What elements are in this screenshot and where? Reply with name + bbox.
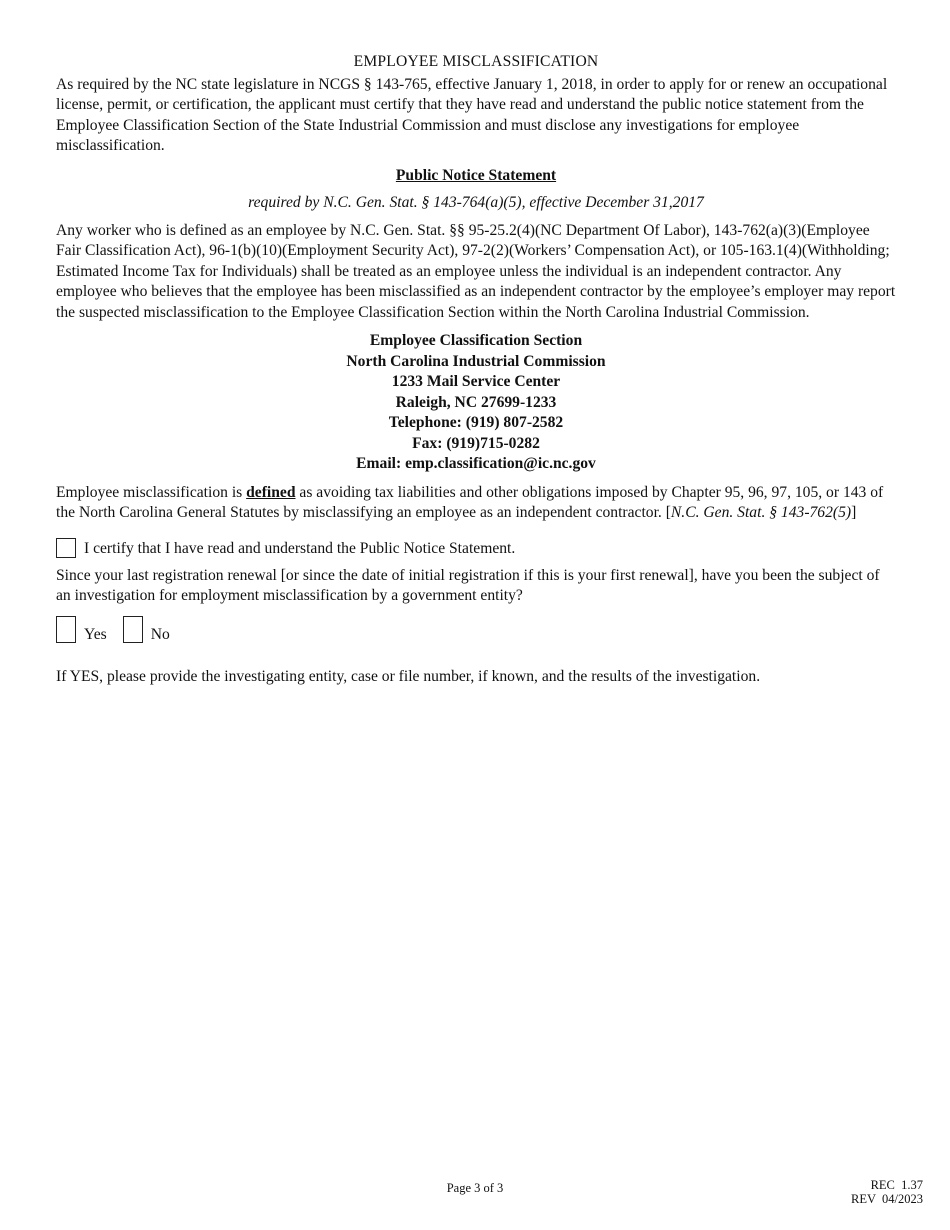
- certify-row: [56, 532, 896, 558]
- public-notice-citation: required by N.C. Gen. Stat. § 143-764(a)(5), effective December 31,2017: [248, 194, 704, 211]
- address-commission-name: North Carolina Industrial Commission: [346, 352, 606, 370]
- address-email: Email: emp.classification@ic.nc.gov: [356, 455, 596, 472]
- form-code: REC 1.37: [870, 1178, 923, 1192]
- public-notice-heading: Public Notice Statement: [395, 166, 557, 184]
- address-mail-center: 1233 Mail Service Center: [391, 373, 561, 390]
- investigation-question: Since your last registration renewal [or since the date of initial registration if this is your first renewal], have you been the subject of an investigation for employment misclassification by a government entity?: [56, 566, 880, 604]
- document-title: EMPLOYEE MISCLASSIFICATION: [353, 53, 599, 70]
- definition-text: as avoiding tax liabilities and other obligations imposed by Chapter 95, 96, 97, 105, or 143 of the North Carolina General Statutes by misclassifying an employee as an independent contractor. [: [56, 483, 884, 521]
- address-telephone: Telephone: (919) 807-2582: [388, 414, 564, 431]
- public-notice-body: Any worker who is defined as an employee by N.C. Gen. Stat. §§ 95-25.2(4)(NC Department Of Labor), 143-762(a)(3)(Employee Fair Classification Act), 96-1(b)(10)(Employment Security Act), 97-2(2)(Workers’ Compensation Act), or 105-163.1(4)(Withholding; Estimated Income Tax for Individuals) shall be treated as an employee unless the individual is an independent contractor. Any employee who believes that the employee has been misclassified as an independent contractor by the employee’s employer may report the suspected misclassification to the Employee Classification Section within the North Carolina Industrial Commission.: [56, 221, 896, 321]
- certify-checkbox[interactable]: [56, 538, 76, 558]
- contact-address-block: [56, 331, 896, 475]
- intro-paragraph: As required by the NC state legislature in NCGS § 143-765, effective January 1, 2018, in order to apply for or renew an occupational license, permit, or certification, the applicant must certify that they have read and understand the public notice statement from the Employee Classification Section of the State Industrial Commission and must disclose any investigations for employee misclassification.: [56, 75, 888, 154]
- page-number: Page 3 of 3: [446, 1181, 504, 1195]
- form-revision-date: REV 04/2023: [851, 1192, 923, 1206]
- if-yes-instructions: If YES, please provide the investigating entity, case or file number, if known, and the results of the investigation.: [56, 667, 761, 685]
- definition-suffix: ]: [851, 504, 857, 521]
- certify-label: I certify that I have read and understand the Public Notice Statement.: [84, 539, 516, 557]
- definition-prefix: Employee misclassification is: [56, 483, 247, 501]
- form-page: [56, 52, 896, 687]
- yes-checkbox[interactable]: [56, 616, 76, 643]
- no-label: No: [150, 625, 170, 643]
- definition-citation: N.C. Gen. Stat. § 143-762(5): [670, 504, 852, 521]
- address-city-zip: Raleigh, NC 27699-1233: [395, 393, 557, 411]
- no-checkbox[interactable]: [123, 616, 143, 643]
- yes-no-row: [56, 613, 896, 643]
- form-revision-block: [851, 1178, 923, 1206]
- definition-keyword: defined: [246, 483, 296, 501]
- address-section-name: Employee Classification Section: [369, 332, 583, 349]
- yes-label: Yes: [84, 625, 107, 643]
- misclassification-definition: [56, 483, 896, 524]
- address-fax: Fax: (919)715-0282: [412, 434, 540, 452]
